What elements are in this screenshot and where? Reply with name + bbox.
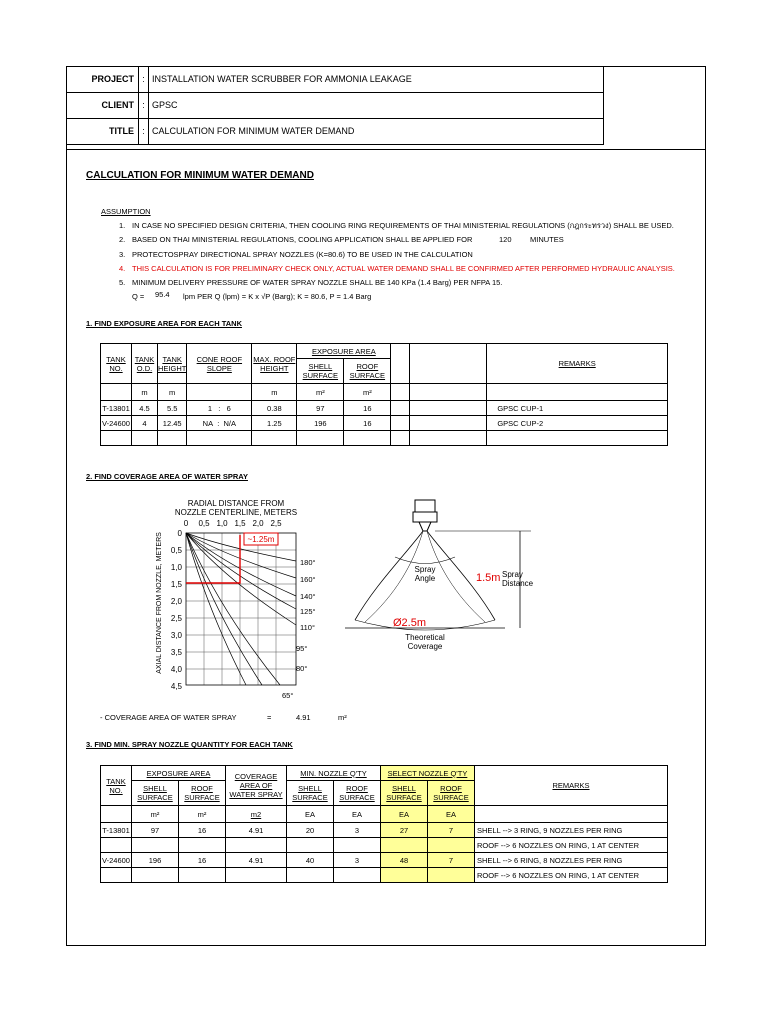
assumption-num: 1. <box>119 221 126 230</box>
y-tick-label: 2,0 <box>170 597 182 606</box>
coverage-value: Ø2.5m <box>393 617 427 629</box>
section2-heading: 2. FIND COVERAGE AREA OF WATER SPRAY <box>86 472 248 481</box>
blank-cell <box>344 431 391 446</box>
cell-min-roof: 3 <box>334 823 381 838</box>
blank-cell <box>334 868 381 883</box>
cell-remarks: ROOF --> 6 NOZZLES ON RING, 1 AT CENTER <box>475 838 668 853</box>
col-select-nozzle-qty: SELECT NOZZLE Q'TY <box>381 766 475 781</box>
blank-cell <box>428 838 475 853</box>
y-tick-label: 4,0 <box>170 665 182 674</box>
section3-heading: 3. FIND MIN. SPRAY NOZZLE QUANTITY FOR EACH TANK <box>86 740 293 749</box>
angle-curve <box>186 533 296 561</box>
angle-label: 95° <box>296 644 308 653</box>
col-sel-shell: SHELL SURFACE <box>381 781 428 806</box>
cell-sel-roof: 7 <box>428 853 475 868</box>
x-tick-label: 2,0 <box>252 519 264 528</box>
col-roof-surface: ROOF SURFACE <box>344 359 391 384</box>
exposure-area-table <box>100 343 668 446</box>
cell-roof: 16 <box>179 823 226 838</box>
coverage-area-unit: m² <box>338 713 347 722</box>
col-sel-roof: ROOF SURFACE <box>428 781 475 806</box>
cell-shell: 196 <box>297 416 344 431</box>
blank-cell <box>101 838 132 853</box>
cell-remarks: SHELL --> 6 RING, 8 NOZZLES PER RING <box>475 853 668 868</box>
spray-coverage-chart <box>150 493 330 703</box>
assumption-text: BASED ON THAI MINISTERIAL REGULATIONS, COOLING APPLICATION SHALL BE APPLIED FOR <box>132 235 473 244</box>
assumption-text: MINIMUM DELIVERY PRESSURE OF WATER SPRAY NOZZLE SHALL BE 140 KPa (1.4 Barg) PER NFPA 15. <box>132 278 503 287</box>
blank-cell <box>101 431 132 446</box>
angle-curve <box>186 533 296 578</box>
unit-cell <box>391 384 410 401</box>
blank-cell <box>410 416 487 431</box>
unit-cell: m <box>132 384 158 401</box>
unit-cell: m² <box>297 384 344 401</box>
cell-od: 4.5 <box>132 401 158 416</box>
y-tick-label: 4,5 <box>170 682 182 691</box>
assumption-text-warning: THIS CALCULATION IS FOR PRELIMINARY CHECK ONLY, ACTUAL WATER DEMAND SHALL BE CONFIRMED AFTER PERFORMED HYDRAULIC ANALYSIS. <box>132 264 675 273</box>
assumption-text: IN CASE NO SPECIFIED DESIGN CRITERIA, THEN COOLING RING REQUIREMENTS OF THAI MINISTERIAL REGULATIONS (กฎกระทรวง) SHALL BE USED. <box>132 221 674 230</box>
cell-sel-shell: 27 <box>381 823 428 838</box>
chart-title-2: NOZZLE CENTERLINE, METERS <box>174 508 298 517</box>
angle-curve <box>186 533 296 609</box>
spray-distance-label: Distance <box>502 579 534 588</box>
col-max-roof: MAX. ROOF HEIGHT <box>252 344 297 384</box>
nozzle-body <box>415 500 435 512</box>
blank-cell <box>287 868 334 883</box>
nozzle-quantity-table <box>100 765 668 883</box>
cell-tank: T-13801 <box>101 401 132 416</box>
y-tick-label: 3,0 <box>170 631 182 640</box>
blank-cell <box>428 868 475 883</box>
cooling-minutes-value: 120 <box>499 235 512 244</box>
coverage-area-value: 4.91 <box>296 713 311 722</box>
blank-cell <box>179 868 226 883</box>
colon: : <box>139 119 149 145</box>
nozzle-tip <box>419 522 431 531</box>
chart-frame <box>186 533 296 685</box>
angle-label: 125° <box>300 607 316 616</box>
unit-cell: EA <box>381 806 428 823</box>
blank-cell <box>381 868 428 883</box>
unit-cell: EA <box>334 806 381 823</box>
angle-label: 80° <box>296 664 308 673</box>
angle-label: 160° <box>300 575 316 584</box>
blank-cell <box>179 838 226 853</box>
header-table <box>66 66 604 145</box>
q-label: Q = <box>132 292 145 301</box>
cell-min-shell: 40 <box>287 853 334 868</box>
col-min-shell: SHELL SURFACE <box>287 781 334 806</box>
chart-y-label: AXIAL DISTANCE FROM NOZZLE, METERS <box>156 532 163 674</box>
blank-cell <box>334 838 381 853</box>
assumption-num: 3. <box>119 250 126 259</box>
chart-title-1: RADIAL DISTANCE FROM <box>187 499 285 508</box>
cell-remarks: SHELL --> 3 RING, 9 NOZZLES PER RING <box>475 823 668 838</box>
title-label: TITLE <box>67 119 139 145</box>
col-shell-surface: SHELL SURFACE <box>132 781 179 806</box>
blank-cell <box>226 868 287 883</box>
header-divider <box>66 149 706 150</box>
blank-cell <box>132 868 179 883</box>
unit-cell: m <box>252 384 297 401</box>
blank-cell <box>487 431 668 446</box>
unit-cell <box>410 384 487 401</box>
cell-slope: NA : N/A <box>187 416 252 431</box>
cell-height: 5.5 <box>158 401 187 416</box>
blank-cell <box>410 344 487 384</box>
col-remarks: REMARKS <box>487 344 668 384</box>
cell-coverage: 4.91 <box>226 853 287 868</box>
colon: : <box>139 67 149 93</box>
coverage-area-label: - COVERAGE AREA OF WATER SPRAY <box>100 713 237 722</box>
distance-value: 1.5m <box>476 572 501 584</box>
blank-cell <box>287 838 334 853</box>
cooling-minutes-unit: MINUTES <box>530 235 564 244</box>
doc-title: CALCULATION FOR MINIMUM WATER DEMAND <box>86 170 314 181</box>
y-tick-label: 1,0 <box>170 563 182 572</box>
col-cone-roof: CONE ROOF SLOPE <box>187 344 252 384</box>
assumption-num: 2. <box>119 235 126 244</box>
col-tank-height: TANK HEIGHT <box>158 344 187 384</box>
col-exposure-area: EXPOSURE AREA <box>132 766 226 781</box>
unit-cell: m <box>158 384 187 401</box>
unit-cell: m² <box>179 806 226 823</box>
assumption-text: PROTECTOSPRAY DIRECTIONAL SPRAY NOZZLES (K=80.6) TO BE USED IN THE CALCULATION <box>132 250 473 259</box>
project-label: PROJECT <box>67 67 139 93</box>
angle-label: 110° <box>300 623 315 632</box>
cell-remarks: GPSC CUP-1 <box>487 401 668 416</box>
cell-roof: 16 <box>344 416 391 431</box>
y-tick-label: 0,5 <box>170 546 182 555</box>
cell-max-roof: 1.25 <box>252 416 297 431</box>
coverage-area-eq: = <box>267 713 272 722</box>
blank-cell <box>158 431 187 446</box>
cell-od: 4 <box>132 416 158 431</box>
blank-cell <box>132 431 158 446</box>
cell-roof: 16 <box>344 401 391 416</box>
spray-distance-label: Spray <box>502 570 523 579</box>
col-coverage: COVERAGE AREA OF WATER SPRAY <box>226 766 287 806</box>
col-tank-od: TANK O.D. <box>132 344 158 384</box>
col-roof-surface: ROOF SURFACE <box>179 781 226 806</box>
angle-label: 65° <box>282 691 294 700</box>
table-row <box>101 823 668 838</box>
assumption-num: 5. <box>119 278 126 287</box>
cell-tank: V-24600 <box>101 853 132 868</box>
cell-slope: 1 : 6 <box>187 401 252 416</box>
col-min-roof: ROOF SURFACE <box>334 781 381 806</box>
y-tick-label: 1,5 <box>170 580 182 589</box>
x-tick-label: 1,0 <box>216 519 228 528</box>
q-value: 95.4 <box>155 290 170 299</box>
blank-cell <box>391 344 410 384</box>
blank-cell <box>132 838 179 853</box>
marker-label: ~1.25m <box>247 535 275 544</box>
angle-label: 180° <box>300 558 316 567</box>
blank-cell <box>252 431 297 446</box>
cell-sel-shell: 48 <box>381 853 428 868</box>
col-min-nozzle-qty: MIN. NOZZLE Q'TY <box>287 766 381 781</box>
table-row <box>101 416 668 431</box>
angle-curve <box>186 533 262 685</box>
col-shell-surface: SHELL SURFACE <box>297 359 344 384</box>
blank-cell <box>391 416 410 431</box>
cell-shell: 97 <box>132 823 179 838</box>
unit-cell <box>101 806 132 823</box>
unit-cell: m² <box>344 384 391 401</box>
blank-cell <box>101 868 132 883</box>
assumption-heading: ASSUMPTION <box>101 207 151 216</box>
title-value: CALCULATION FOR MINIMUM WATER DEMAND <box>149 119 604 145</box>
cell-tank: T-13801 <box>101 823 132 838</box>
x-tick-label: 0,5 <box>198 519 210 528</box>
cell-height: 12.45 <box>158 416 187 431</box>
unit-cell: EA <box>428 806 475 823</box>
angle-curve <box>186 533 246 685</box>
project-value: INSTALLATION WATER SCRUBBER FOR AMMONIA LEAKAGE <box>149 67 604 93</box>
angle-label: 140° <box>300 592 316 601</box>
nozzle-diagram <box>335 495 545 665</box>
cell-shell: 196 <box>132 853 179 868</box>
cell-remarks: ROOF --> 6 NOZZLES ON RING, 1 AT CENTER <box>475 868 668 883</box>
theoretical-label: Coverage <box>407 642 443 651</box>
spray-angle-label: Spray <box>414 565 436 574</box>
section1-heading: 1. FIND EXPOSURE AREA FOR EACH TANK <box>86 319 242 328</box>
assumption-num: 4. <box>119 264 126 273</box>
x-tick-label: 1,5 <box>234 519 246 528</box>
unit-cell: m2 <box>226 806 287 823</box>
col-tank-no: TANK NO. <box>101 344 132 384</box>
y-tick-label: 3,5 <box>170 648 182 657</box>
client-label: CLIENT <box>67 93 139 119</box>
col-remarks: REMARKS <box>475 766 668 806</box>
col-tank-no: TANK NO. <box>101 766 132 806</box>
blank-cell <box>410 431 487 446</box>
blank-cell <box>226 838 287 853</box>
cell-shell: 97 <box>297 401 344 416</box>
unit-cell <box>487 384 668 401</box>
unit-cell <box>101 384 132 401</box>
blank-cell <box>297 431 344 446</box>
cell-min-shell: 20 <box>287 823 334 838</box>
table-row <box>101 853 668 868</box>
x-tick-label: 2,5 <box>270 519 282 528</box>
cell-min-roof: 3 <box>334 853 381 868</box>
unit-cell <box>475 806 668 823</box>
client-value: GPSC <box>149 93 604 119</box>
angle-curve <box>186 533 296 625</box>
unit-cell: EA <box>287 806 334 823</box>
x-tick-label: 0 <box>183 519 189 528</box>
unit-cell <box>187 384 252 401</box>
blank-cell <box>391 401 410 416</box>
blank-cell <box>187 431 252 446</box>
colon: : <box>139 93 149 119</box>
angle-curve <box>186 533 296 596</box>
cell-sel-roof: 7 <box>428 823 475 838</box>
blank-cell <box>410 401 487 416</box>
theoretical-label: Theoretical <box>405 633 445 642</box>
y-tick-label: 0 <box>177 529 182 538</box>
nozzle-body <box>413 512 437 522</box>
spray-angle-label: Angle <box>414 574 436 583</box>
table-row <box>101 401 668 416</box>
unit-cell: m² <box>132 806 179 823</box>
q-formula: lpm PER Q (lpm) = K x √P (Barg); K = 80.6, P = 1.4 Barg <box>183 292 372 301</box>
cell-roof: 16 <box>179 853 226 868</box>
y-tick-label: 2,5 <box>170 614 182 623</box>
blank-cell <box>391 431 410 446</box>
col-exposure-area: EXPOSURE AREA <box>297 344 391 359</box>
cell-coverage: 4.91 <box>226 823 287 838</box>
cell-max-roof: 0.38 <box>252 401 297 416</box>
blank-cell <box>381 838 428 853</box>
cell-tank: V-24600 <box>101 416 132 431</box>
cell-remarks: GPSC CUP-2 <box>487 416 668 431</box>
